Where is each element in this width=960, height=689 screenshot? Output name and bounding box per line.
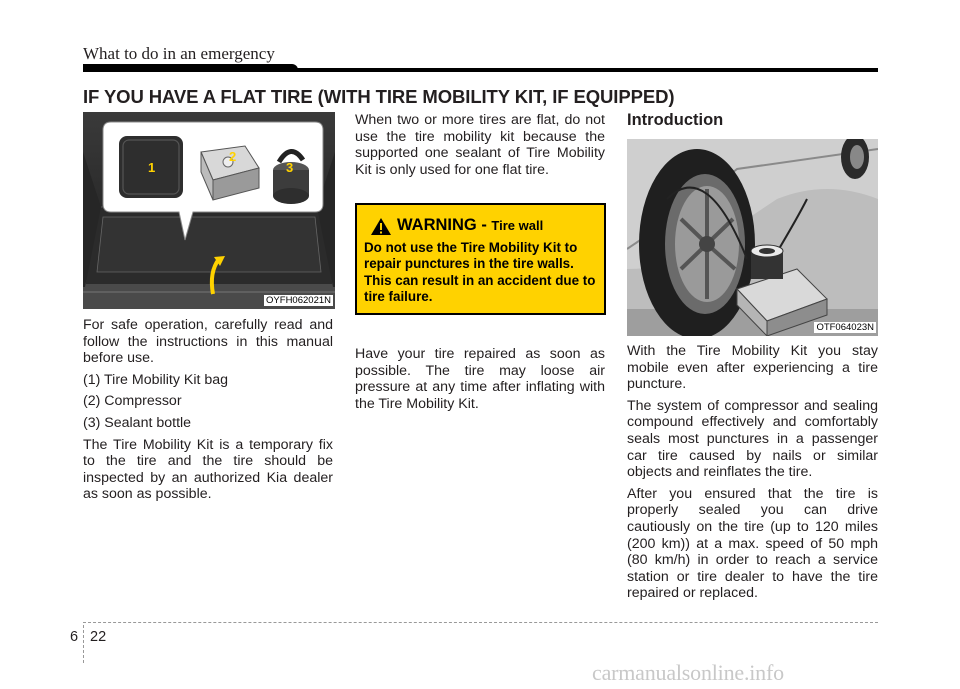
running-header: What to do in an emergency: [83, 44, 275, 63]
paragraph: When two or more tires are flat, do not use the tire mobility kit because the supported one sealant of Tire Mobility Kit is only used for one flat tire.: [355, 112, 605, 178]
warning-body: Do not use the Tire Mobility Kit to repair punctures in the tire walls. This can result in an accident due to tire failure.: [364, 240, 596, 305]
watermark: carmanualsonline.info: [592, 660, 784, 685]
callout-1: 1: [148, 160, 156, 175]
trunk-illustration: [83, 112, 335, 309]
warning-heading: [397, 216, 543, 235]
section-title: IF YOU HAVE A FLAT TIRE (WITH TIRE MOBILITY KIT, IF EQUIPPED): [83, 86, 675, 107]
warning-title: WARNING -: [397, 216, 492, 234]
column1-text: [83, 317, 333, 508]
paragraph: With the Tire Mobility Kit you stay mobile even after experiencing a tire puncture.: [627, 343, 878, 393]
figure-code: OYFH062021N: [266, 295, 331, 306]
figure-tire-compressor: [627, 139, 878, 336]
paragraph: For safe operation, carefully read and follow the instructions in this manual before use.: [83, 317, 333, 367]
tire-compressor-illustration: [627, 139, 878, 336]
figure-code: OTF064023N: [816, 322, 874, 333]
column3-text: [627, 343, 878, 607]
column2-intro: [355, 112, 605, 183]
paragraph: The system of compressor and sealing compound effectively and comfortably seals most punctures in a passenger car tire caused by nails or similar objects and reinflates the tire.: [627, 397, 878, 481]
column2-after: [355, 346, 605, 417]
paragraph: The Tire Mobility Kit is a temporary fix to the tire and the tire should be inspected by an authorized Kia dealer as soon as possible.: [83, 436, 333, 503]
warning-subtitle: Tire wall: [491, 218, 544, 233]
header-rule: [83, 68, 878, 72]
chapter-number: 6: [70, 629, 79, 645]
warning-triangle-icon: [370, 217, 392, 236]
footer-rule: [83, 622, 878, 623]
list-item: (1) Tire Mobility Kit bag: [83, 371, 229, 388]
callout-2: 2: [229, 149, 237, 164]
page-number: 22: [90, 629, 107, 645]
figure-trunk-kit: [83, 112, 335, 309]
warning-box: [355, 203, 606, 315]
callout-3: 3: [286, 160, 294, 175]
paragraph: Have your tire repaired as soon as possible. The tire may loose air pressure at any time after inflating with the Tire Mobility Kit.: [355, 346, 605, 412]
list-item: (3) Sealant bottle: [83, 414, 192, 431]
list-item: (2) Compressor: [83, 393, 182, 410]
paragraph: After you ensured that the tire is properly sealed you can drive cautiously on the tire (up to 120 miles (200 km)) at a max. speed of 50 mph (80 km/h) in order to reach a service station or tire dealer to have the tire repaired or replaced.: [627, 485, 878, 602]
footer-divider: [83, 625, 84, 663]
introduction-title: Introduction: [627, 111, 724, 129]
